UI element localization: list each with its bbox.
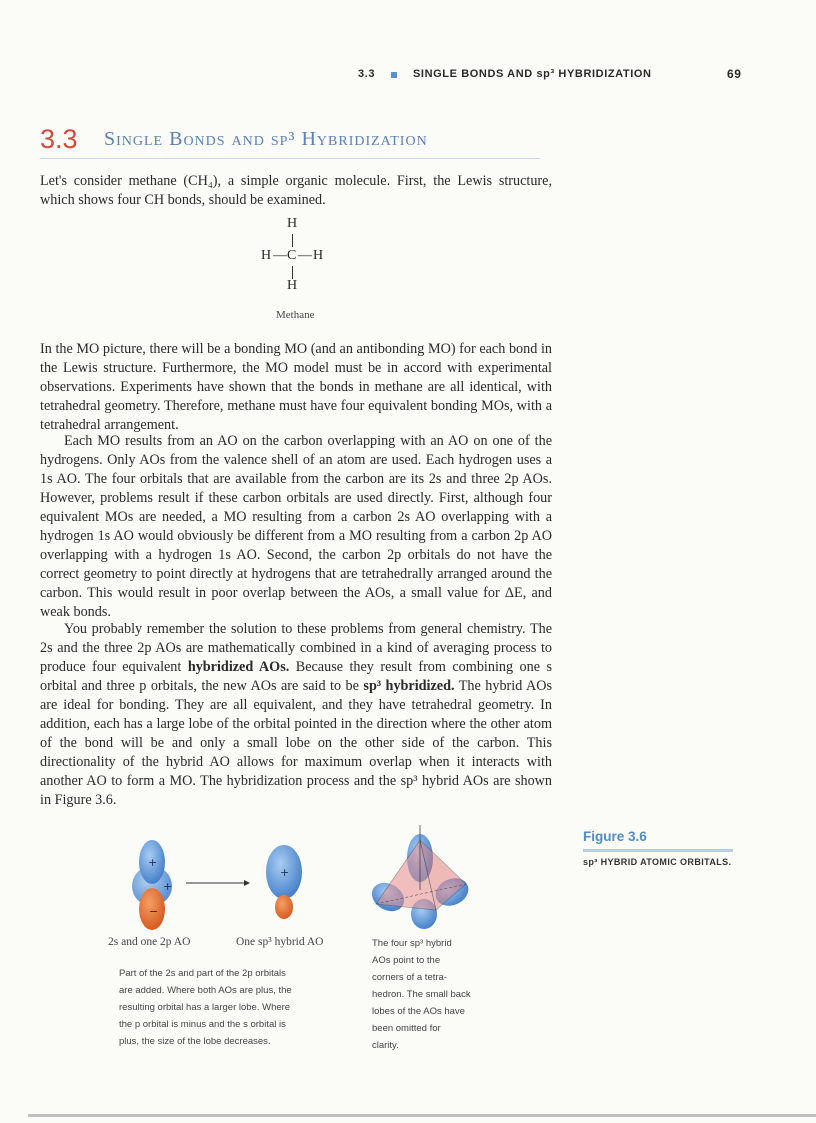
sp3-small-lobe <box>275 895 293 919</box>
arrow-head <box>244 880 250 886</box>
sp3-hybrid-orbital-drawing <box>266 845 302 919</box>
figure-label-rule <box>583 849 733 852</box>
term-hybridized-aos: hybridized AOs. <box>187 659 290 675</box>
header-section-title: SINGLE BONDS AND sp³ HYBRIDIZATION <box>413 68 652 80</box>
section-title: Single Bonds and sp³ Hybridization <box>104 128 428 150</box>
figure-caption-left: Part of the 2s and part of the 2p orbitals are added. Where both AOs are plus, the resulting orbital has a larger lobe. Where the p orbital is minus and the s orbital is plus, the size of the lobe decreases. <box>119 968 292 1047</box>
label-2s-2p: 2s and one 2p AO <box>108 936 191 948</box>
lewis-h-top: H <box>287 216 298 231</box>
p4-text-a: You probably remember the solution to these problems from general chemistry. The 2s and the three 2p AOs are mathematically combined in a kind of averaging process to produce four equivalent <box>40 621 552 675</box>
tetrahedral-orbitals-drawing <box>367 825 473 929</box>
methane-lewis-structure: H H — C — H H Methane <box>261 216 324 321</box>
p4-text-e: The hybrid AOs are ideal for bonding. They are all equivalent, and they have tetrahedral geometry. In addition, each has a large lobe of the orbital pointed in the direction where the other atom of the bond will be and only a small lobe on the other side of the carbon. This directionality of the hybrid AO allows for maximum overlap when it interacts with another AO to form a MO. The hybridization process and the sp³ hybrid AOs are shown in Figure 3.6. <box>40 678 552 808</box>
section-number: 3.3 <box>40 124 78 154</box>
figure-caption-right: The four sp³ hybrid AOs point to the corners of a tetra- hedron. The small back lobes of the AOs have been omitted for clarity. <box>372 938 471 1051</box>
figure-subtitle: sp³ HYBRID ATOMIC ORBITALS. <box>583 857 732 867</box>
p-lobe-minus-sign: − <box>149 905 159 918</box>
page-number: 69 <box>727 67 742 81</box>
p4-text-c: Because they result from combining one s orbital and three p orbitals, the new AOs are said to be <box>40 659 553 694</box>
lewis-h-bottom: H <box>287 278 298 293</box>
term-sp3-hybridized: sp³ hybridized. <box>363 678 455 694</box>
s-plus-sign: + <box>163 880 173 893</box>
label-sp3-hybrid: One sp³ hybrid AO <box>236 936 324 948</box>
lewis-h-left: H <box>261 248 272 263</box>
paragraph-intro: Let's consider methane (CH₄), a simple organic molecule. First, the Lewis structure, which shows four CH bonds, should be examined. <box>40 173 552 208</box>
paragraph-ao-overlap: Each MO results from an AO on the carbon overlapping with an AO on one of the hydrogens. Only AOs from the valence shell of an atom are used. Each hydrogen uses a 1s AO. The four orbitals that are available from the carbon are its 2s and three 2p AOs. However, problems result if these carbon orbitals are used directly. First, although four equivalent MOs are needed, a MO resulting from a carbon 2s AO overlapping with a hydrogen 1s AO would obviously be different from a MO resulting from a carbon 2p AO overlapping with a hydrogen 1s AO. Second, the carbon 2p orbitals do not have the correct geometry to point directly at hydrogens that are tetrahedrally arranged around the carbon. This would result in poor overlap between the AOs, a small value for ΔE, and weak bonds. <box>40 433 552 620</box>
p-lobe-plus-sign: + <box>148 856 158 869</box>
lewis-caption: Methane <box>276 309 315 321</box>
footer-rule <box>28 1114 816 1117</box>
s-and-p-orbital-drawing <box>132 840 172 930</box>
lewis-h-right: H <box>313 248 324 263</box>
sp3-plus-sign: + <box>280 866 290 879</box>
paragraph-mo-picture: In the MO picture, there will be a bonding MO (and an antibonding MO) for each bond in the Lewis structure. Furthermore, the MO model must be in accord with experimental observations. Experiments have shown that the bonds in methane are all identical, with tetrahedral geometry. Therefore, methane must have four equivalent bonding MOs, with a tetrahedral arrangement. <box>40 341 552 433</box>
lewis-carbon: C <box>287 248 297 263</box>
figure-label: Figure 3.6 <box>583 829 647 844</box>
header-section-number: 3.3 <box>358 68 376 80</box>
